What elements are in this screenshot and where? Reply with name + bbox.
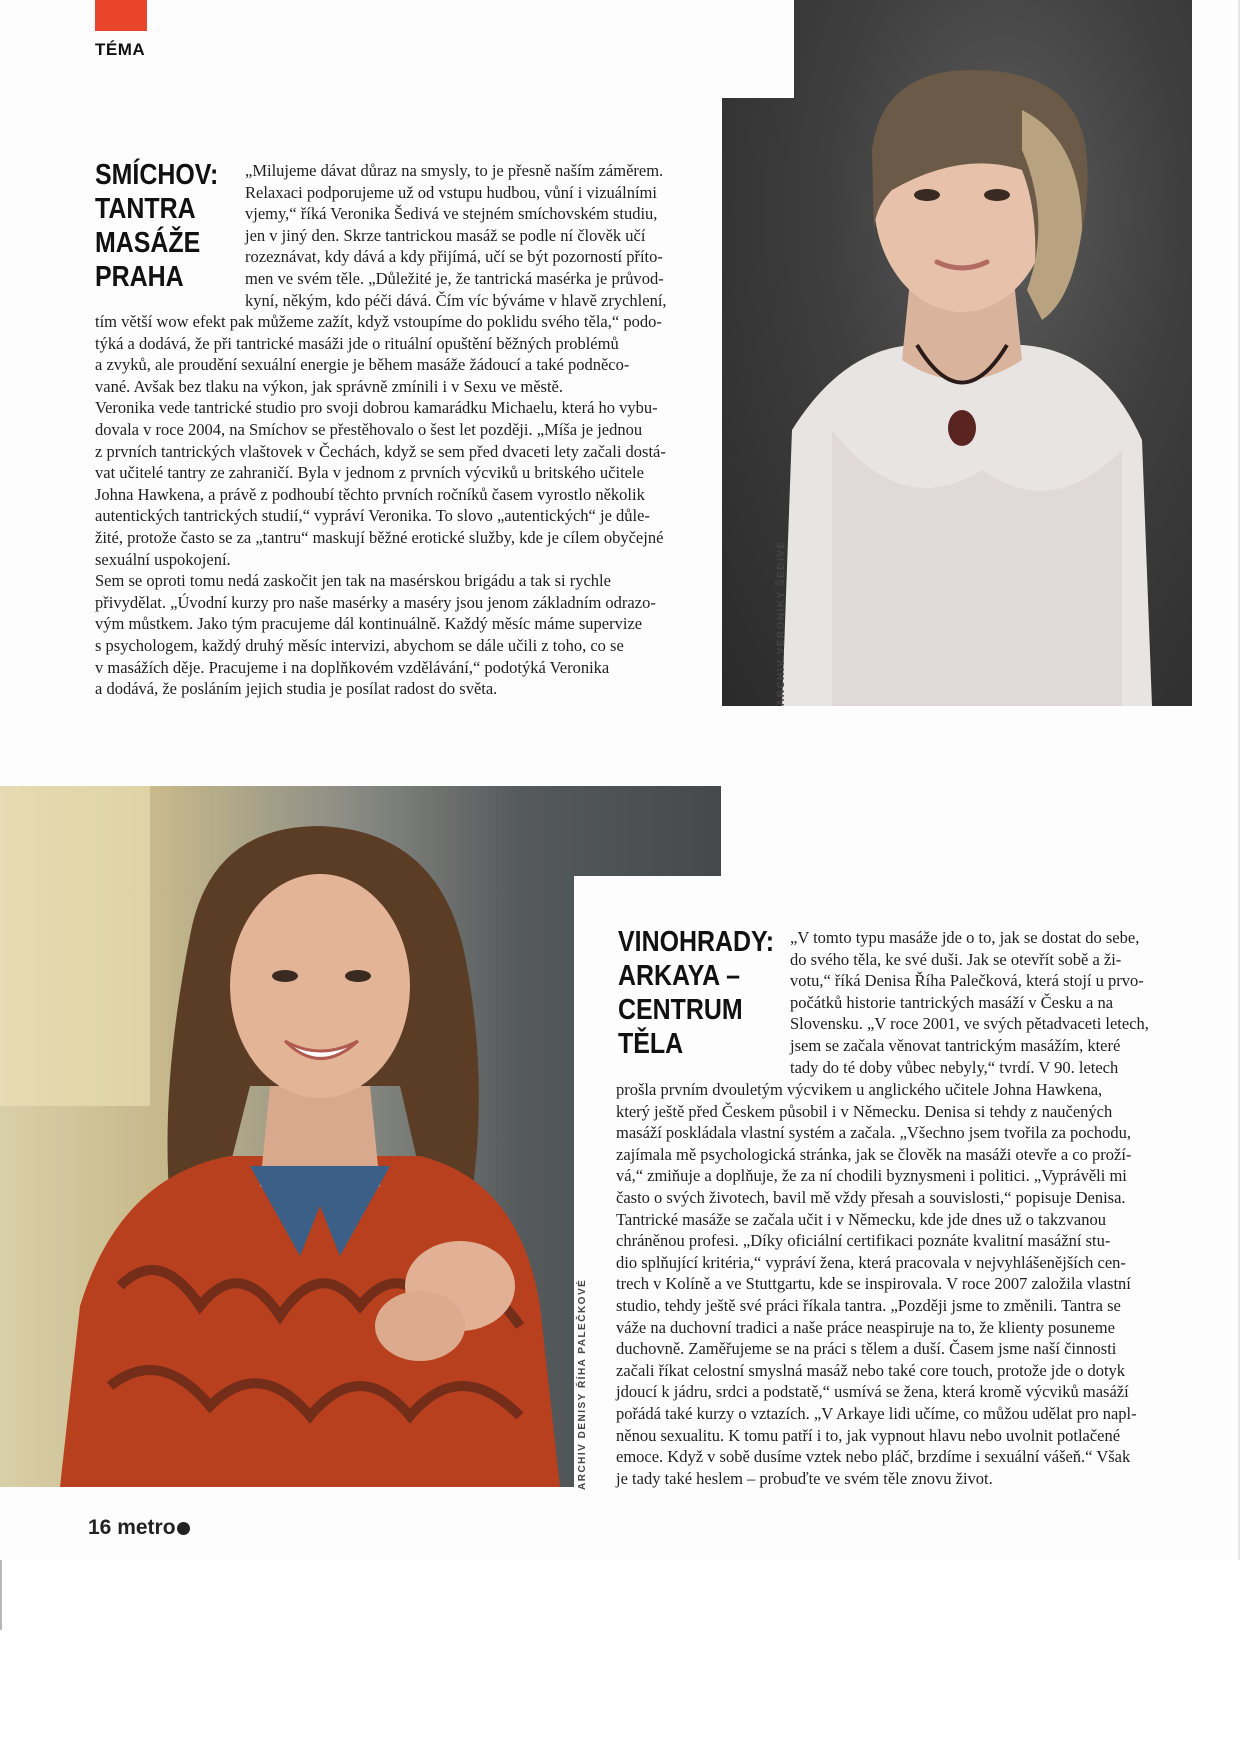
page-footer [88,1516,190,1540]
text-line: do svého těla, ke své duši. Jak se otevřít sobě a ži- [790,949,1122,969]
text-line: a dodává, že posláním jejich studia je posílat radost do světa. [95,679,498,699]
text-line: a zvyků, ale proudění sexuální energie je během masáže žádoucí a také podněco- [95,355,630,375]
heading-line: SMÍCHOV: [95,159,219,191]
text-line: Relaxaci podporujeme už od vstupu hudbou, vůní i vizuálními [245,182,657,202]
article-vinohrady-intro [790,927,1149,1078]
text-line: rozeznávat, kdy dává a kdy přijímá, učí se být pozorností příto- [245,247,663,267]
article-heading-smichov [95,158,218,294]
text-line: přivydělat. „Úvodní kurzy pro naše masérky a maséry jsou jenom základním odrazo- [95,592,656,612]
text-line: týká a dodává, že při tantrické masáži jde o rituální opuštění běžných problémů [95,333,619,353]
heading-line: TĚLA [618,1028,684,1060]
text-line: tady do té doby vůbec nebyly,“ tvrdí. V 90. letech [790,1057,1119,1077]
photo-credit-veronika: ARCHIV VERONIKY ŠEDIVÉ [776,540,787,706]
scan-edge-line [0,1560,2,1630]
text-line: jsem se začala věnovat tantrickým masážím, které [790,1035,1121,1055]
text-line: prošla prvním dvouletým výcvikem u anglického učitele Johna Hawkena, [616,1080,1103,1099]
text-line: „Milujeme dávat důraz na smysly, to je přesně naším záměrem. [245,161,664,180]
text-line: s psychologem, každý druhý měsíc intervizi, abychom se dále učili z toho, co se [95,635,624,655]
heading-line: MASÁŽE [95,227,201,259]
text-line: počátků historie tantrických masáží v Česku a na [790,992,1114,1012]
text-line: studio, tehdy ještě své práci říkala tantra. „Později jsme to změnili. Tantra se [616,1295,1121,1315]
text-line: Johna Hawkena, a právě z podhoubí těchto prvních ročníků časem vyrostlo několik [95,484,645,504]
heading-line: TANTRA [95,193,196,225]
heading-line: PRAHA [95,261,184,293]
text-line: zajímala mě psychologická stránka, jak se člověk na masáži otevře a co proží- [616,1144,1132,1164]
heading-line: VINOHRADY: [618,926,775,958]
section-tag: TÉMA [95,40,146,59]
text-line: dio splňující kritéria,“ vypráví žena, která pracovala v nejvyhlášenějších cen- [616,1252,1126,1272]
text-line: trech v Kolíně a ve Stuttgartu, kde se inspirovala. V roce 2007 založila vlastní [616,1274,1131,1294]
text-line: Sem se oproti tomu nedá zaskočit jen tak na masérskou brigádu a tak si rychle [95,571,611,591]
text-line: Slovensku. „V roce 2001, ve svých pětadvaceti letech, [790,1014,1149,1034]
text-line: vým můstkem. Jako tým pracujeme dál kontinuálně. Každý měsíc máme supervize [95,614,643,634]
section-color-marker [95,0,147,31]
article-smichov-body [95,311,666,700]
text-line: v masážích děje. Pracujeme i na doplňkovém vzdělávání,“ podotýká Veronika [95,657,610,677]
text-line: z prvních tantrických vlaštovek v Čechách, když se sem před dvaceti lety začali dostá- [95,441,666,461]
text-line: Tantrické masáže se začala učit i v Německu, kde jde dnes už o takzvanou [616,1209,1106,1229]
text-line: sexuální uspokojení. [95,549,231,569]
photo-credit-denisa: ARCHIV DENISY ŘÍHA PALEČKOVÉ [577,1278,588,1490]
text-line: který ještě před Českem působil i v Německu. Denisa si tehdy z naučených [616,1101,1113,1121]
text-line: je tady také heslem – probuďte ve svém těle znovu život. [616,1468,993,1488]
article-vinohrady-body [616,1079,1137,1489]
text-line: Veronika vede tantrické studio pro svoji dobrou kamarádku Michaelu, která ho vybu- [95,398,658,418]
text-line: začali říkat celostní smyslná masáž nebo také core touch, protože jde o dotyk [616,1360,1126,1380]
text-line: emoce. Když v sobě dusíme vztek nebo pláč, brzdíme i sexuální vášeň.“ Však [616,1447,1131,1467]
text-line: men ve svém těle. „Důležité je, že tantrická masérka je průvod- [245,268,664,288]
portrait-illustration [722,0,1192,706]
brand-name: metro [117,1516,176,1539]
text-line: chráněnou profesi. „Díky oficiální certifikaci poznáte kvalitní masážní stu- [616,1231,1111,1251]
text-line: kyní, někým, kdo péči dává. Čím víc býváme v hlavě zrychlení, [245,290,667,310]
text-line: votu,“ říká Denisa Říha Palečková, která stojí u prvo- [790,971,1144,991]
article-heading-vinohrady [618,925,774,1061]
text-line: vané. Avšak bez tlaku na výkon, jak správně zmínili i v Sexu ve městě. [95,376,563,396]
text-line: „V tomto typu masáže jde o to, jak se dostat do sebe, [790,928,1140,947]
text-line: masáží poskládala vlastní systém a začala. „Všechno jsem tvořila za pochodu, [616,1123,1131,1143]
text-line: něnou sexualitu. K tomu patří i to, jak vypnout hlavu nebo uvolnit potlačené [616,1425,1121,1445]
article-smichov-intro [245,160,667,311]
text-line: tím větší wow efekt pak můžeme zažít, když vstoupíme do poklidu svého těla,“ podo- [95,312,662,331]
text-line: autentických tantrických studií,“ vypráví Veronika. To slovo „autentických“ je důle- [95,506,650,526]
photo-veronika [722,0,1192,706]
heading-line: ARKAYA – [618,960,740,992]
text-line: duchovně. Zaměřujeme se na práci s tělem a duší. Časem jsme naší činnosti [616,1339,1117,1359]
text-line: často o svých životech, bavil mě vždy přesah a souvislosti,“ popisuje Denisa. [616,1187,1126,1207]
text-line: jen v jiný den. Skrze tantrickou masáž se podle ní člověk učí [245,225,646,245]
text-line: vá,“ zmiňuje a doplňuje, že za ní chodili byznysmeni i politici. „Vyprávěli mi [616,1166,1127,1186]
text-line: pořádá také kurzy o vztazích. „V Arkaye lidi učíme, co můžou udělat pro napl- [616,1403,1137,1423]
text-line: váže na duchovní tradici a naše práce neaspiruje na to, že klienty posuneme [616,1317,1115,1337]
text-line: jdoucí k jádru, srdci a podstatě,“ usmívá se žena, která kromě výcviků masáží [616,1382,1129,1402]
page-number: 16 [88,1516,112,1539]
text-line: vat učitelé tantry ze zahraničí. Byla v jednom z prvních výcviků u britského učitele [95,463,644,483]
layout-cutout [722,0,794,98]
heading-line: CENTRUM [618,994,743,1026]
text-line: žité, protože často se za „tantru“ maskují běžné erotické služby, kde je cílem obyčejné [95,527,664,547]
metro-logo-icon [177,1522,190,1535]
text-line: vjemy,“ říká Veronika Šedivá ve stejném smíchovském studiu, [245,204,658,224]
text-line: dovala v roce 2004, na Smíchov se přestěhovalo o šest let později. „Míša je jednou [95,419,643,439]
